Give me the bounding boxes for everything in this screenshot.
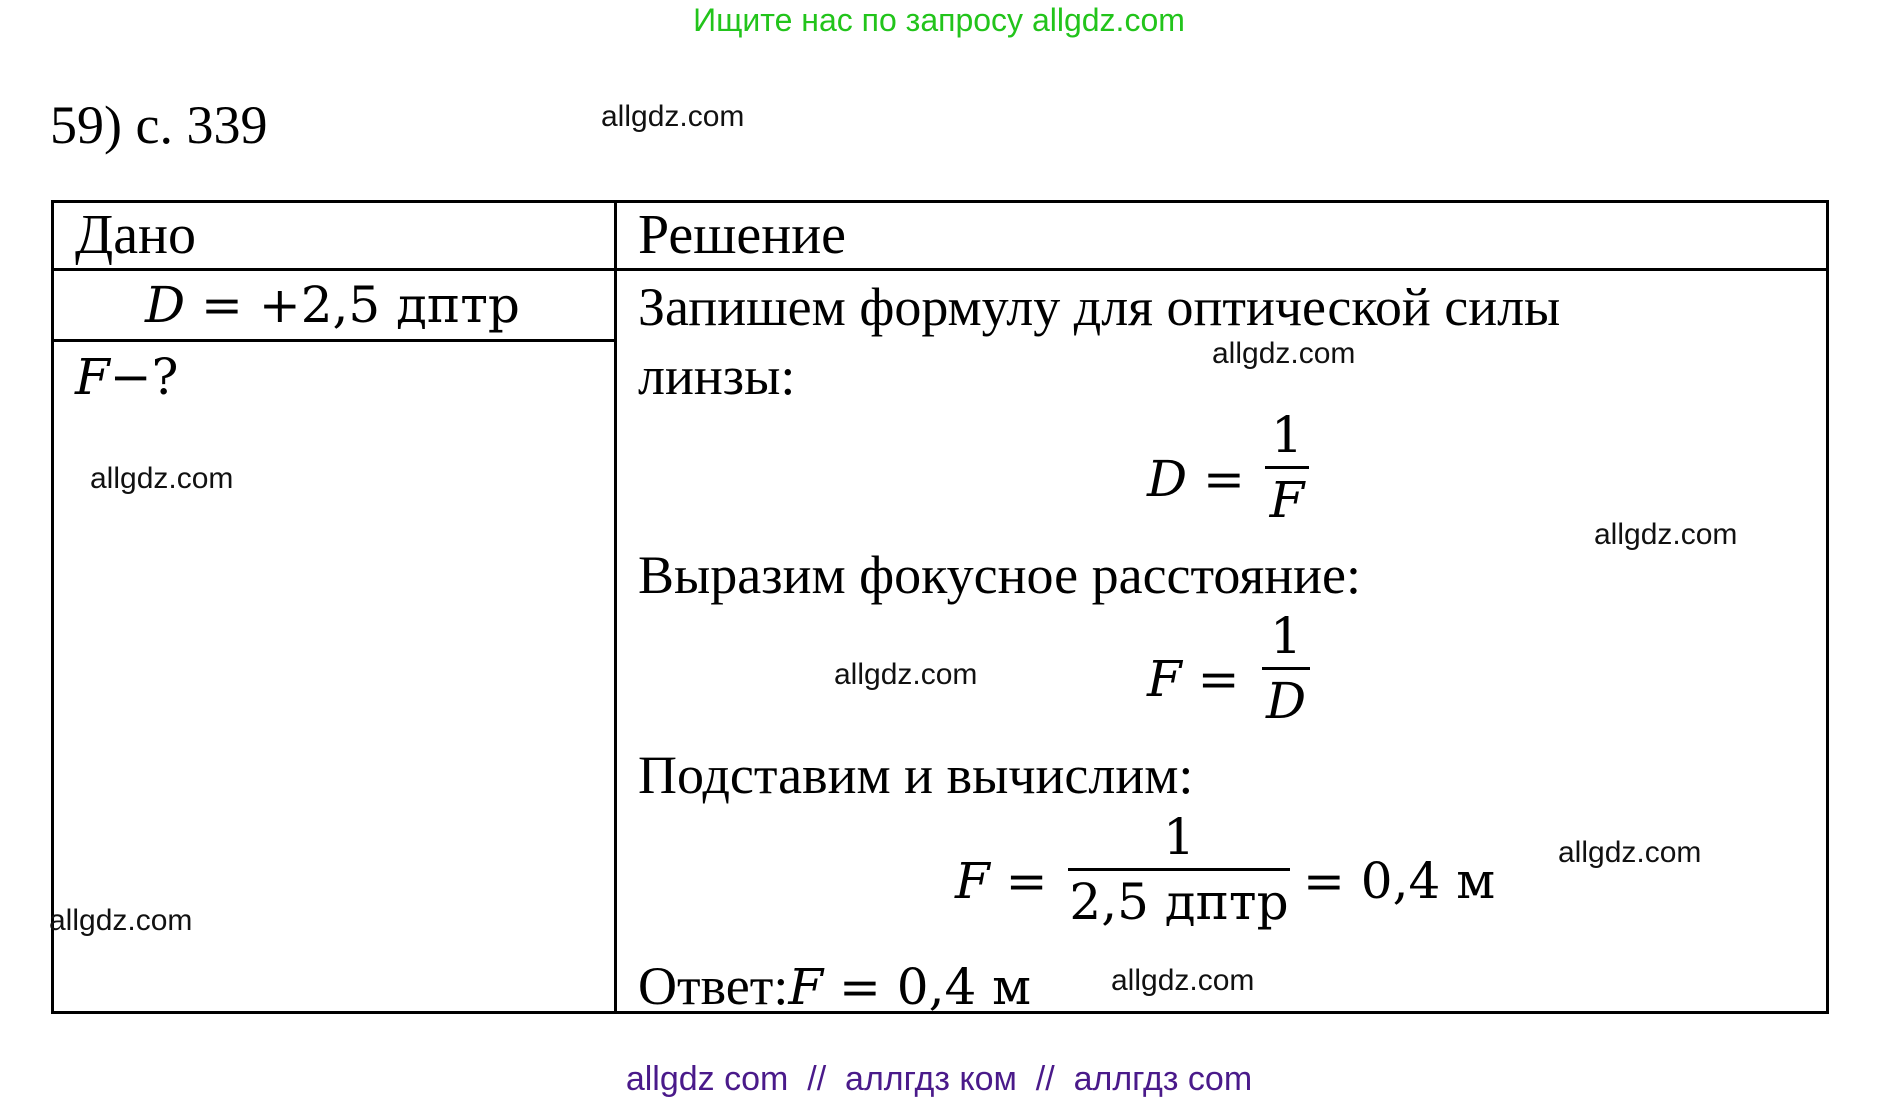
answer-line: Ответ:F = 0,4 м [638, 956, 1032, 1016]
watermark: allgdz.com [90, 462, 234, 495]
task-number: 59) с. 339 [50, 95, 268, 155]
watermark: allgdz.com [601, 100, 745, 133]
column-divider [614, 200, 617, 1014]
formula-3-result: = 0,4 м [1303, 852, 1496, 910]
solution-header: Решение [638, 204, 847, 266]
header-divider [51, 268, 1829, 271]
watermark: allgdz.com [1594, 518, 1738, 551]
watermark: allgdz.com [1212, 337, 1356, 370]
footer-links: allgdz com // аллгдз ком // аллгдз com [625, 1060, 1253, 1098]
given-value: D = +2,5 дптр [145, 276, 520, 334]
given-header: Дано [75, 204, 197, 266]
formula-1-lhs: D = [1147, 450, 1245, 508]
watermark: allgdz.com [49, 904, 193, 937]
watermark: allgdz.com [834, 658, 978, 691]
watermark: allgdz.com [1111, 964, 1255, 997]
solution-line-3: Выразим фокусное расстояние: [638, 545, 1361, 605]
formula-1-fraction: 1 F [1262, 410, 1312, 525]
solution-line-2: линзы: [638, 346, 796, 406]
formula-2-lhs: F = [1147, 650, 1240, 708]
top-banner: Ищите нас по запросу allgdz.com [693, 2, 1185, 38]
solution-line-4: Подставим и вычислим: [638, 745, 1194, 805]
formula-3-lhs: F = [955, 852, 1048, 910]
formula-3-fraction: 1 2,5 дптр [1069, 808, 1289, 931]
watermark: allgdz.com [1558, 836, 1702, 869]
solution-line-1: Запишем формулу для оптической силы [638, 277, 1561, 337]
unknown-quantity: F−? [75, 348, 179, 406]
given-divider [51, 339, 617, 342]
formula-2-fraction: 1 D [1259, 611, 1313, 726]
